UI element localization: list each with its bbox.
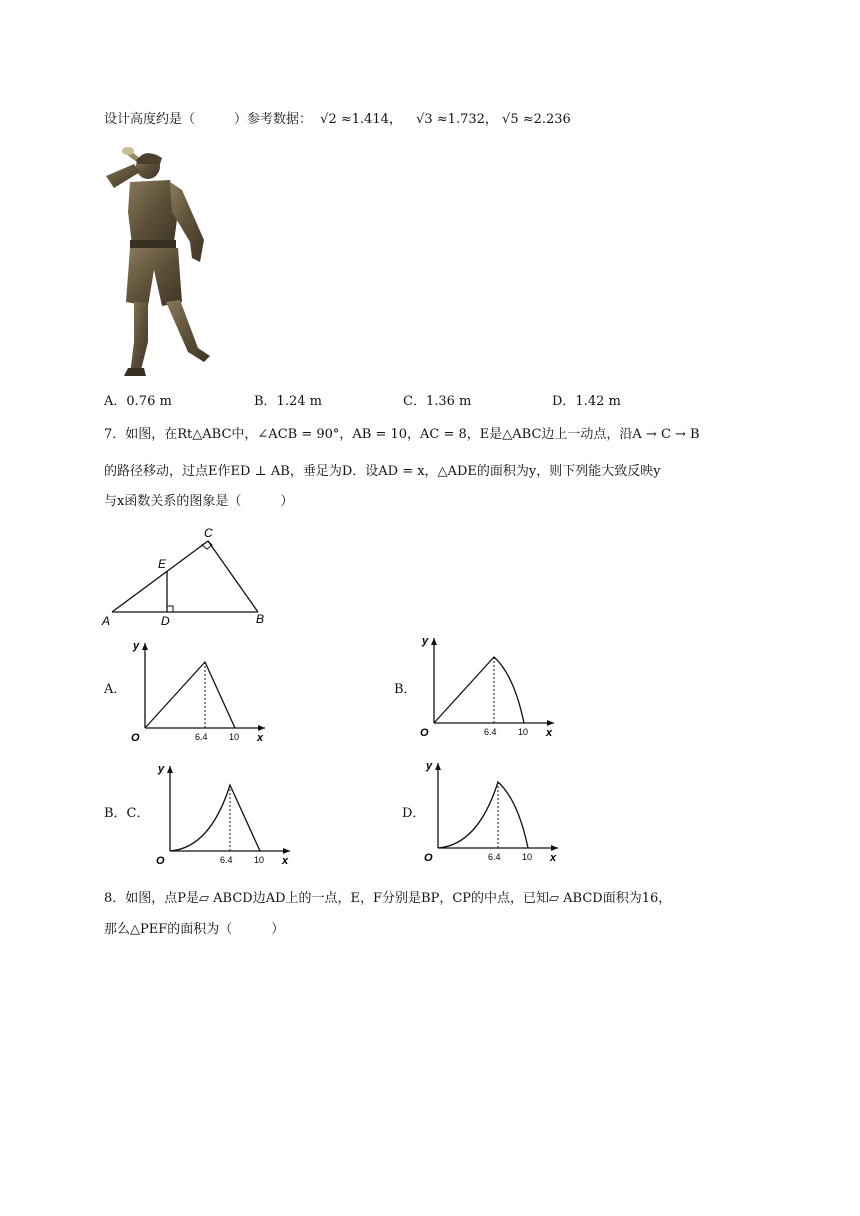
svg-text:6.4: 6.4 bbox=[488, 852, 501, 862]
q7-graph-a bbox=[125, 635, 275, 745]
svg-text:x: x bbox=[546, 727, 553, 739]
svg-text:x: x bbox=[282, 855, 289, 867]
q7-stem-line-1: 7．如图，在Rt△ABC中，∠ACB = 90°，AB = 10，AC = 8，E是△ABC边上一动点，沿A → C → B bbox=[104, 427, 700, 442]
label-b: B bbox=[256, 612, 265, 626]
graph-b-curve bbox=[434, 657, 524, 723]
statue-figure bbox=[100, 142, 220, 377]
label-e: E bbox=[158, 557, 167, 571]
q7-graph-c bbox=[150, 758, 300, 868]
right-angle-d bbox=[167, 606, 173, 612]
q6-ref-sqrt3: √3 ≈1.732， bbox=[416, 112, 498, 127]
q8-stem-line-2: 那么△PEF的面积为（ ） bbox=[104, 922, 285, 937]
q7-graph-d bbox=[418, 755, 568, 865]
svg-text:10: 10 bbox=[522, 852, 533, 862]
svg-text:10: 10 bbox=[254, 855, 265, 865]
svg-text:y: y bbox=[133, 640, 140, 652]
q7-option-c-label: B．C． bbox=[104, 806, 150, 821]
q6-option-d: D．1.42 m bbox=[552, 394, 621, 409]
svg-text:6.4: 6.4 bbox=[484, 727, 497, 737]
graph-a-curve bbox=[145, 662, 235, 728]
svg-text:y: y bbox=[422, 635, 429, 647]
q7-stem-line-3: 与x函数关系的图象是（ ） bbox=[104, 494, 294, 509]
q6-ref-sqrt5: √5 ≈2.236 bbox=[502, 112, 571, 127]
graph-c-curve bbox=[170, 785, 260, 851]
q6-option-c: C．1.36 m bbox=[403, 394, 472, 409]
q6-stem-line bbox=[104, 110, 571, 130]
svg-text:O: O bbox=[424, 852, 433, 864]
q7-option-b-label: B． bbox=[394, 682, 417, 697]
svg-text:10: 10 bbox=[518, 727, 529, 737]
svg-text:O: O bbox=[420, 727, 429, 739]
q8-stem-line-1: 8．如图，点P是▱ ABCD边AD上的一点，E，F分别是BP，CP的中点，已知▱ ABCD面积为16， bbox=[104, 891, 672, 906]
svg-text:x: x bbox=[550, 852, 557, 864]
label-a: A bbox=[102, 614, 111, 628]
side-cb bbox=[208, 541, 258, 612]
svg-text:y: y bbox=[426, 760, 433, 772]
q6-ref-sqrt2: √2 ≈1.414， bbox=[320, 112, 402, 127]
svg-text:10: 10 bbox=[229, 732, 240, 742]
label-d: D bbox=[161, 614, 170, 628]
svg-text:y: y bbox=[158, 763, 165, 775]
label-c: C bbox=[204, 526, 213, 540]
q7-option-d-label: D． bbox=[402, 806, 426, 821]
q6-lead-text: 设计高度约是（ ）参考数据： bbox=[104, 112, 313, 127]
svg-text:O: O bbox=[131, 732, 140, 744]
q6-option-a: A．0.76 m bbox=[104, 394, 172, 409]
svg-text:6.4: 6.4 bbox=[220, 855, 233, 865]
q7-triangle-diagram bbox=[100, 525, 275, 630]
svg-text:O: O bbox=[156, 855, 165, 867]
q7-option-a-label: A． bbox=[104, 682, 127, 697]
svg-text:6.4: 6.4 bbox=[195, 732, 208, 742]
q7-stem-line-2: 的路径移动，过点E作ED ⊥ AB，垂足为D．设AD = x，△ADE的面积为y，则下列能大致反映y bbox=[104, 464, 661, 479]
q6-option-b: B．1.24 m bbox=[254, 394, 322, 409]
svg-text:x: x bbox=[257, 732, 264, 744]
side-ac bbox=[112, 541, 208, 612]
graph-d-curve bbox=[438, 782, 528, 848]
q7-graph-b bbox=[414, 630, 564, 740]
